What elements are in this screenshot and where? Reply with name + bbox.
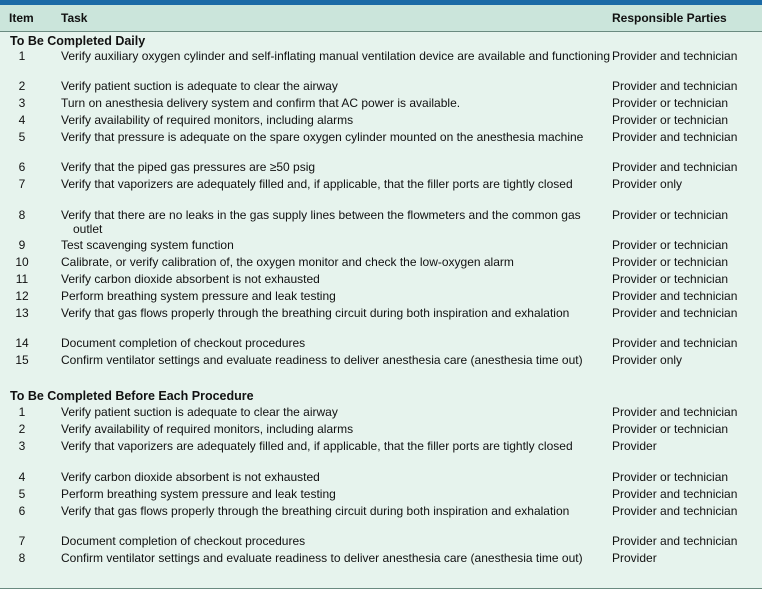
item-number: 13 [15,306,29,320]
responsible-party: Provider or technician [612,96,729,110]
responsible-party: Provider and technician [612,130,738,144]
header-responsible-parties: Responsible Parties [612,11,727,25]
responsible-party: Provider and technician [612,49,738,63]
responsible-party: Provider or technician [612,208,729,222]
item-number: 14 [15,336,29,350]
responsible-party: Provider or technician [612,238,729,252]
responsible-party: Provider [612,551,657,565]
responsible-party: Provider and technician [612,289,738,303]
responsible-party: Provider or technician [612,272,729,286]
responsible-party: Provider and technician [612,504,738,518]
task-text: Verify availability of required monitors, including alarms [61,113,354,127]
task-text: Turn on anesthesia delivery system and confirm that AC power is available. [61,96,461,110]
item-number: 1 [18,49,26,63]
task-text: Perform breathing system pressure and leak testing [61,487,336,501]
item-number: 10 [15,255,29,269]
task-text: Perform breathing system pressure and leak testing [61,289,336,303]
task-text: Verify carbon dioxide absorbent is not exhausted [61,470,320,484]
responsible-party: Provider or technician [612,470,729,484]
section-title: To Be Completed Daily [10,34,146,48]
item-number: 1 [18,405,26,419]
responsible-party: Provider or technician [612,422,729,436]
responsible-party: Provider and technician [612,405,738,419]
task-text: Test scavenging system function [61,238,234,252]
item-number: 8 [18,551,26,565]
item-number: 5 [18,130,26,144]
header-item: Item [9,11,34,25]
task-text: Document completion of checkout procedures [61,534,306,548]
item-number: 8 [18,208,26,222]
task-text: Verify that gas flows properly through the breathing circuit during both inspiration and exhalation [61,306,570,320]
task-text: Calibrate, or verify calibration of, the oxygen monitor and check the low-oxygen alarm [61,255,514,269]
item-number: 7 [18,177,26,191]
task-text: Verify availability of required monitors, including alarms [61,422,354,436]
responsible-party: Provider and technician [612,336,738,350]
item-number: 4 [18,470,26,484]
task-text: Verify carbon dioxide absorbent is not exhausted [61,272,320,286]
responsible-party: Provider and technician [612,306,738,320]
task-text: Verify that the piped gas pressures are ≥50 psig [61,160,316,174]
task-text: Verify patient suction is adequate to clear the airway [61,405,338,419]
item-number: 5 [18,487,26,501]
section-title: To Be Completed Before Each Procedure [10,389,254,403]
task-text: Confirm ventilator settings and evaluate readiness to deliver anesthesia care (anesthesia time out) [61,353,583,367]
responsible-party: Provider and technician [612,534,738,548]
task-text: Confirm ventilator settings and evaluate readiness to deliver anesthesia care (anesthesia time out) [61,551,583,565]
responsible-party: Provider only [612,177,683,191]
responsible-party: Provider and technician [612,79,738,93]
responsible-party: Provider and technician [612,160,738,174]
responsible-party: Provider only [612,353,683,367]
item-number: 11 [15,272,29,286]
task-text: Verify patient suction is adequate to clear the airway [61,79,338,93]
responsible-party: Provider or technician [612,113,729,127]
item-number: 2 [18,79,26,93]
item-number: 4 [18,113,26,127]
task-text: Verify that gas flows properly through the breathing circuit during both inspiration and exhalation [61,504,570,518]
table-header [0,5,762,32]
header-task: Task [61,11,88,25]
item-number: 6 [18,160,26,174]
item-number: 3 [18,439,26,453]
responsible-party: Provider [612,439,657,453]
task-text: Verify that pressure is adequate on the spare oxygen cylinder mounted on the anesthesia machine [61,130,584,144]
task-text: Document completion of checkout procedures [61,336,306,350]
item-number: 3 [18,96,26,110]
item-number: 15 [15,353,29,367]
item-number: 2 [18,422,26,436]
task-text: Verify that vaporizers are adequately filled and, if applicable, that the filler ports are tightly closed [61,177,573,191]
responsible-party: Provider and technician [612,487,738,501]
task-text: Verify that there are no leaks in the gas supply lines between the flowmeters and the common gas outlet [61,208,581,236]
item-number: 12 [15,289,29,303]
task-text: Verify auxiliary oxygen cylinder and self-inflating manual ventilation device are available and functioning [61,49,610,63]
item-number: 7 [18,534,26,548]
item-number: 6 [18,504,26,518]
responsible-party: Provider or technician [612,255,729,269]
task-text: Verify that vaporizers are adequately filled and, if applicable, that the filler ports are tightly closed [61,439,573,453]
item-number: 9 [18,238,26,252]
